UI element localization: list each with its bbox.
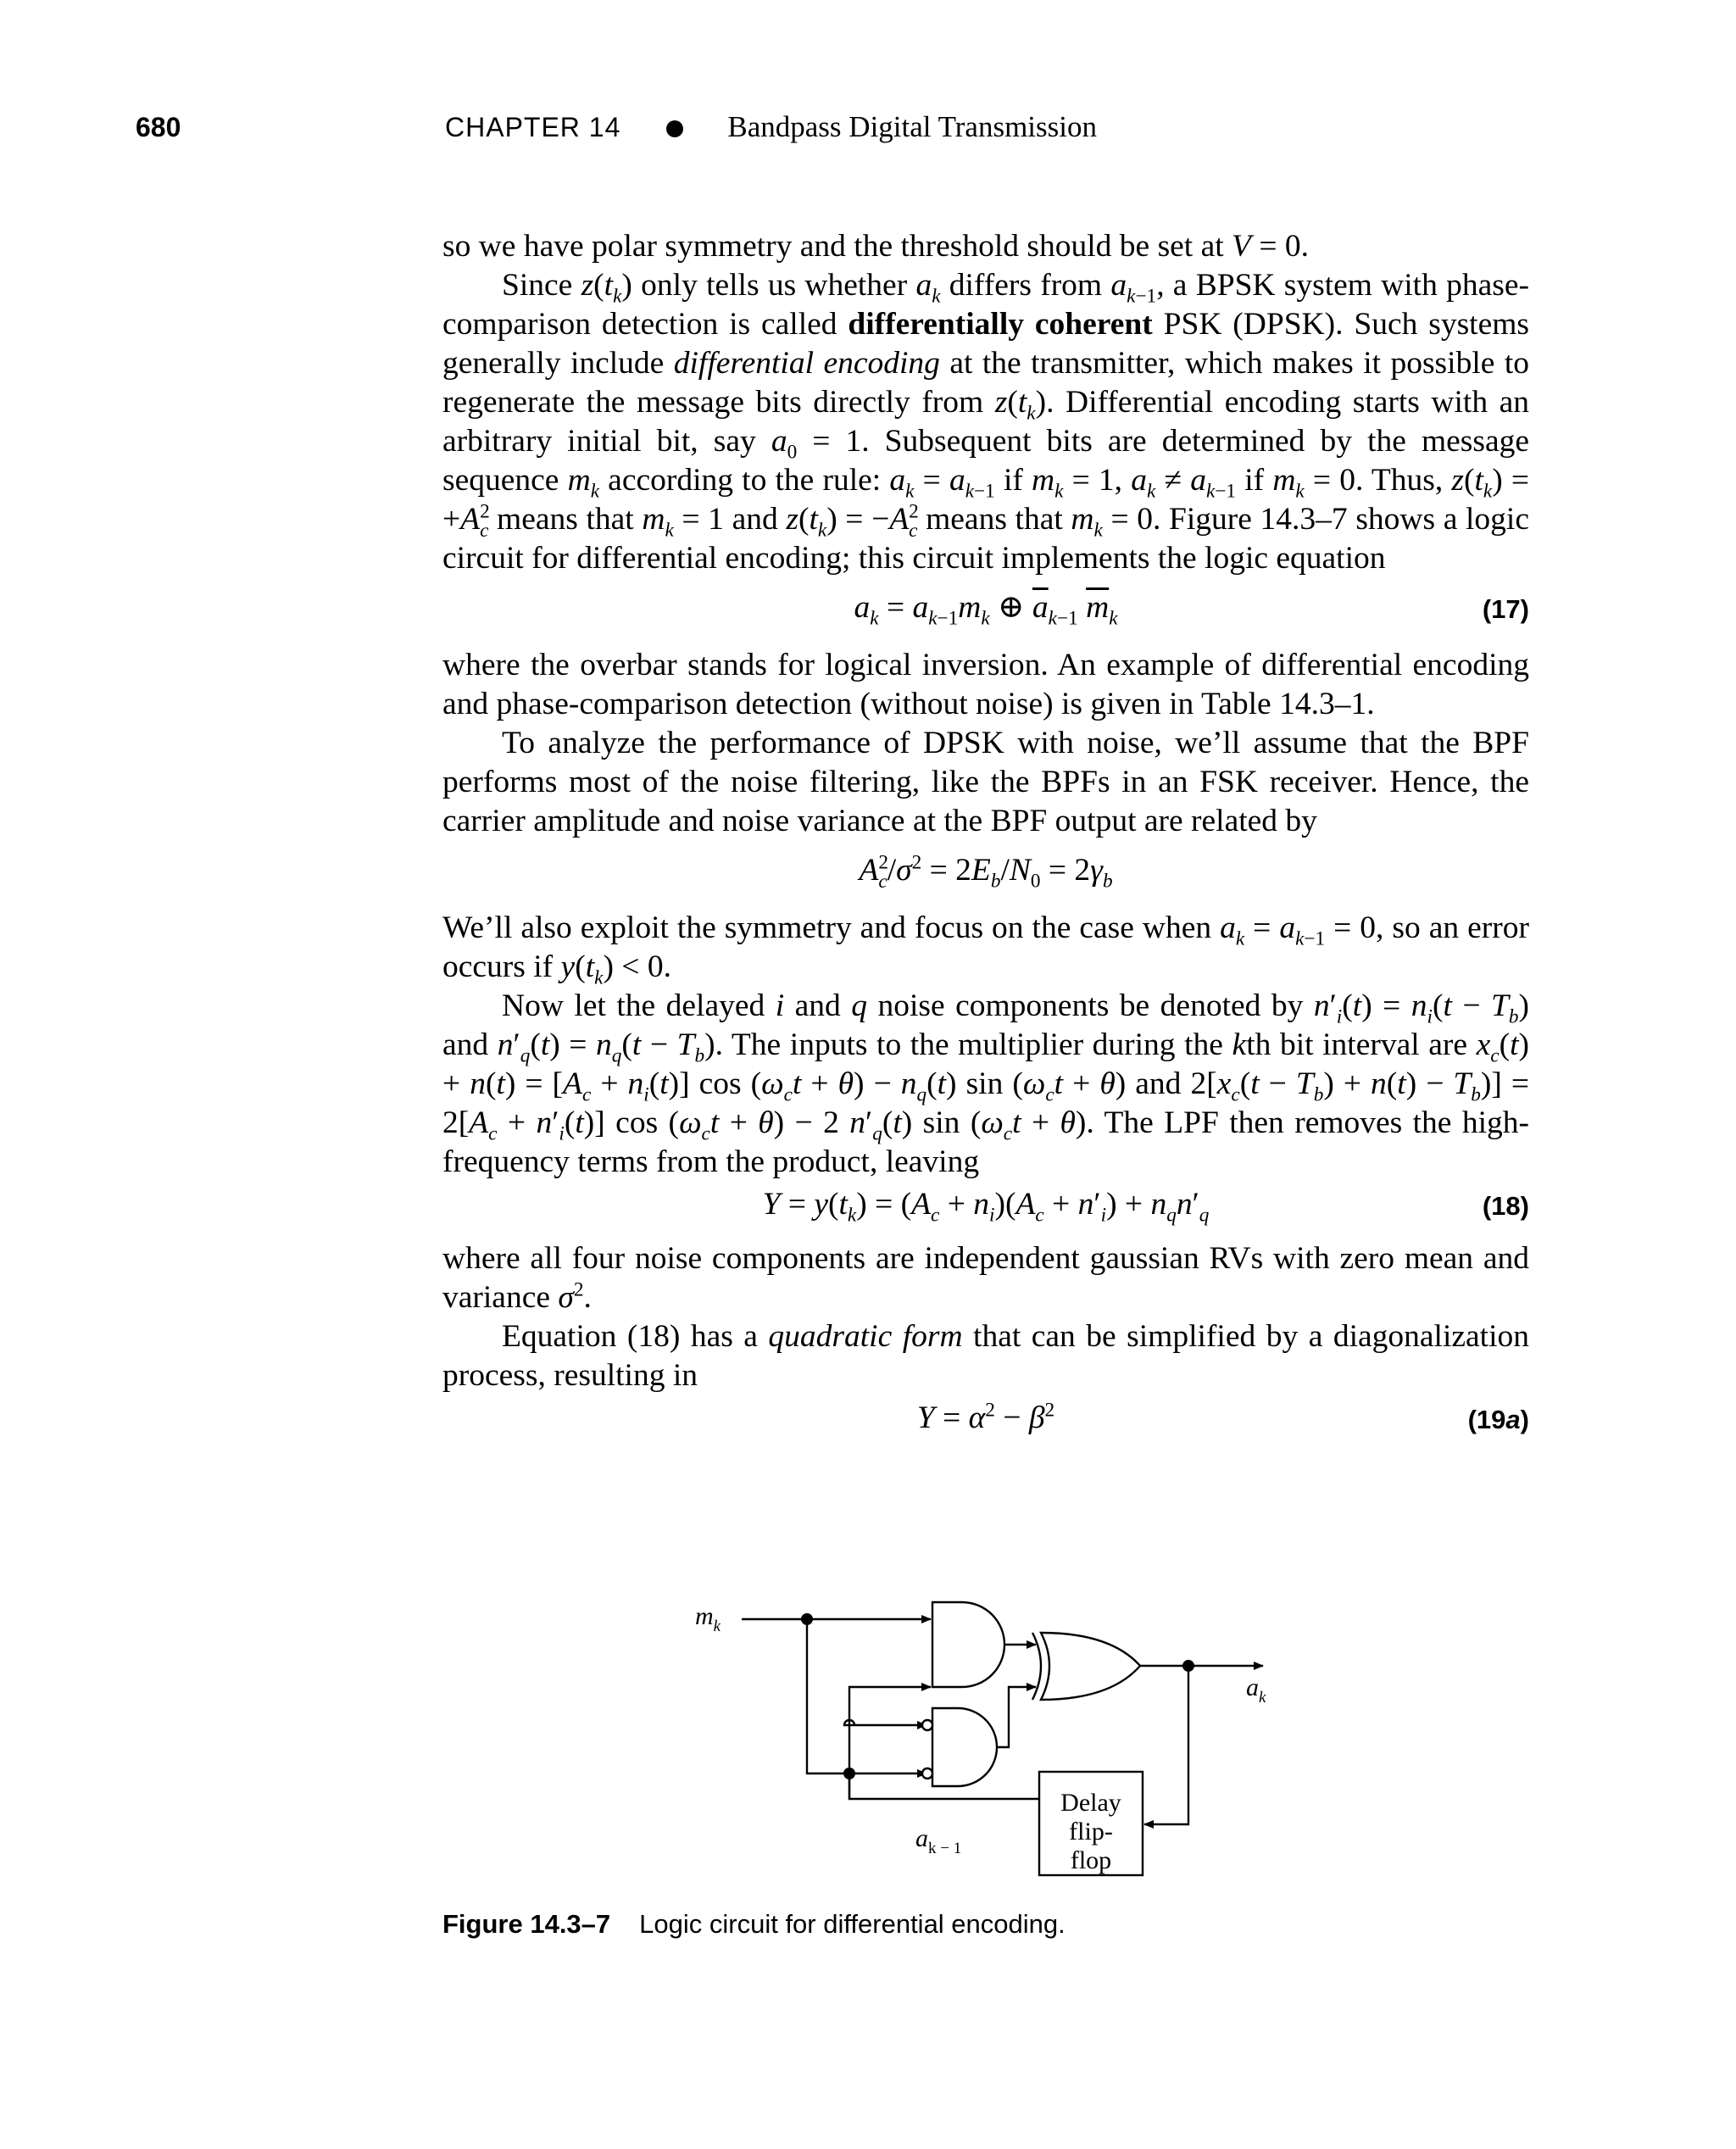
figure-caption-text: Logic circuit for differential encoding. (639, 1909, 1066, 1939)
equation-19a (442, 1395, 1529, 1463)
input-label: $m_k$ (695, 1602, 721, 1635)
feedback-label: $a_{k - 1}$ (915, 1824, 962, 1857)
paragraph: so we have polar symmetry and the threshold should be set at V = 0. (442, 229, 1309, 264)
inverter-bubble (922, 1768, 932, 1779)
figure-caption (442, 1909, 1066, 1940)
paragraph: Equation (18) has a quadratic form that can be simplified by a diagonalization process, resulting in (442, 1319, 1529, 1393)
equation-18 (442, 1182, 1529, 1239)
logic-circuit-figure (670, 1585, 1297, 1899)
paragraph: where the overbar stands for logical inversion. An example of differential encoding and phase-comparison detection (without noise) is given in Table 14.3–1. (442, 648, 1529, 721)
and2-input-b-wire (807, 1619, 926, 1773)
junction-dot (801, 1613, 813, 1625)
delay-label-line-2: flip- (1069, 1818, 1113, 1846)
equation-snr (442, 841, 1529, 909)
and-gate-1 (932, 1602, 1004, 1687)
chapter-label: CHAPTER 14 (445, 112, 621, 142)
equation: $A^2_c/\sigma^2 = 2E_b/N_0 = 2\gamma_b$ (859, 851, 1113, 893)
delay-label-line-3: flop (1070, 1846, 1112, 1874)
running-head (445, 110, 1097, 144)
paragraph: where all four noise components are independent gaussian RVs with zero mean and variance $\sigma^2$. (442, 1241, 1529, 1315)
and1-input-b-wire (849, 1687, 931, 1725)
xor-gate (1041, 1633, 1140, 1700)
delay-label-line-1: Delay (1060, 1789, 1121, 1817)
figure-label: Figure 14.3–7 (442, 1909, 611, 1939)
paragraph: We’ll also exploit the symmetry and focus on the case when $a_k = a_{k-1} = 0$, so an error occurs if $y(t_k) < 0$. (442, 910, 1529, 989)
and-gate-2 (932, 1708, 997, 1786)
body-text (442, 227, 1529, 1463)
junction-dot (843, 1768, 855, 1779)
bullet-icon (666, 120, 683, 137)
bold-term: differentially coherent (848, 307, 1153, 342)
page-number: 680 (136, 112, 181, 142)
equation-number: (18) (1482, 1191, 1529, 1221)
delay-input-wire (1144, 1666, 1188, 1824)
chapter-title: Bandpass Digital Transmission (727, 110, 1097, 143)
paragraph: To analyze the performance of DPSK with noise, we’ll assume that the BPF performs most of the noise filtering, like the BPFs in an FSK receiver. Hence, the carrier amplitude and noise variance at the BPF output are related by (442, 726, 1529, 838)
circuit-diagram (670, 1585, 1297, 1899)
equation-number: (17) (1482, 594, 1529, 624)
and2-output-wire (997, 1687, 1036, 1747)
equation: $Y = y(t_k) = (A_c + n_i)(A_c + n'_i) + n_qn'_q$ (762, 1187, 1210, 1227)
xor-input-curve (1032, 1633, 1041, 1700)
equation: $Y = \alpha^2 - \beta^2$ (916, 1399, 1055, 1435)
junction-dot (1182, 1660, 1194, 1672)
paragraph: Since $z(t_k)$ only tells us whether $a_k$ differs from $a_{k-1}$, a BPSK system with phase-comparison detection is called differentially coherent PSK (DPSK). Such systems generally include differential encoding at the transmitter, which makes it possible to regenerate the message bits directly from $z(t_k)$. Differential encoding starts with an arbitrary initial bit, say $a_0 = 1$. Subsequent bits are determined by the message sequence $m_k$ according to the rule: $a_k = a_{k-1}$ if $m_k = 1$, $a_k \ne a_{k-1}$ if $m_k = 0$. Thus, $z(t_k) = +A^2_c$ means that $m_k = 1$ and $z(t_k) = -A^2_c$ means that $m_k = 0$. Figure 14.3–7 shows a logic circuit for differential encoding; this circuit implements the logic equation (442, 268, 1530, 576)
equation-number: (19a) (1467, 1405, 1529, 1434)
paragraph: Now let the delayed i and q noise components be denoted by $n'_i(t) = n_i(t - T_b)$ and $n'_q(t) = n_q(t - T_b)$. The inputs to the multiplier during the kth bit interval are $x_c(t) + n(t) = [A_c + n_i(t)]$ $\cos (\omega_ct + \theta) - n_q(t)$ $\sin (\omega_ct + \theta)$ and $2[x_c(t - T_b) + n(t) - T_b)] = 2[A_c + n'_i(t)]$ $\cos (\omega_ct + \theta) - 2$ $n'_q(t)$ $\sin (\omega_ct + \theta)$. The LPF then removes the high-frequency terms from the product, leaving (442, 988, 1530, 1179)
equation: $a_k = a_{k-1}m_k$ ⊕ $\overline{a}_{k-1}$ $\overline{m}_k$ (854, 590, 1118, 630)
equation-17 (442, 578, 1529, 646)
feedback-wire (849, 1725, 1039, 1799)
inverter-bubble (922, 1720, 932, 1730)
output-label: $a_k$ (1246, 1673, 1266, 1706)
